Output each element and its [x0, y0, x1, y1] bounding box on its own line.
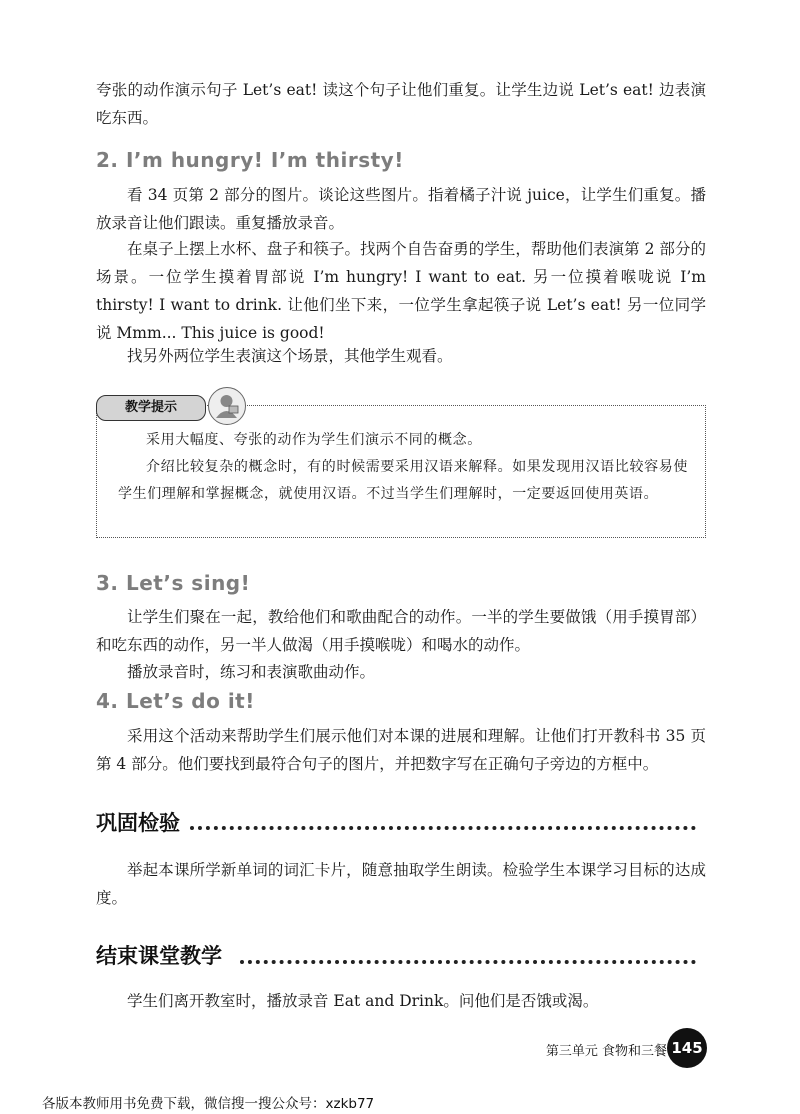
unit-label: 第三单元 食物和三餐 — [545, 1044, 667, 1059]
page-number: 145 — [667, 1028, 707, 1068]
section-4-paragraph: 采用这个活动来帮助学生们展示他们对本课的进展和理解。让他们打开教科书 35 页第 4 部分。他们要找到最符合句子的图片，并把数字写在正确句子旁边的方框中。 — [96, 727, 706, 773]
consolidate-paragraph: 举起本课所学新单词的词汇卡片，随意抽取学生朗读。检验学生本课学习目标的达成度。 — [96, 861, 706, 907]
section-2-paragraph-3: 找另外两位学生表演这个场景，其他学生观看。 — [127, 347, 453, 365]
teaching-tip-tab: 教学提示 — [96, 395, 206, 421]
closing-dotted-rule — [240, 960, 696, 964]
consolidate-heading: 巩固检验 — [96, 811, 180, 835]
section-3-paragraph-1: 让学生们聚在一起，教给他们和歌曲配合的动作。一半的学生要做饿（用手摸胃部）和吃东西的动作，另一半人做渴（用手摸喉咙）和喝水的动作。 — [96, 608, 706, 654]
closing-paragraph: 学生们离开教室时，播放录音 Eat and Drink。问他们是否饿或渴。 — [127, 992, 599, 1010]
consolidate-dotted-rule — [190, 826, 696, 830]
download-note: 各版本教师用书免费下载，微信搜一搜公众号：xzkb77 — [42, 1096, 375, 1112]
intro-paragraph: 夸张的动作演示句子 Let’s eat! 读这个句子让他们重复。让学生边说 Let’s eat! 边表演吃东西。 — [96, 81, 706, 127]
teacher-avatar-icon — [208, 387, 246, 425]
teaching-tip-paragraph-2: 介绍比较复杂的概念时，有的时候需要采用汉语来解释。如果发现用汉语比较容易使学生们理解和掌握概念，就使用汉语。不过当学生们理解时，一定要返回使用英语。 — [118, 459, 688, 502]
section-2-paragraph-1: 看 34 页第 2 部分的图片。谈论这些图片。指着橘子汁说 juice，让学生们重复。播放录音让他们跟读。重复播放录音。 — [96, 186, 706, 232]
teaching-tip-paragraph-1: 采用大幅度、夸张的动作为学生们演示不同的概念。 — [146, 432, 482, 448]
closing-heading: 结束课堂教学 — [96, 944, 222, 968]
section-4-heading: 4. Let’s do it! — [96, 689, 255, 713]
section-3-heading: 3. Let’s sing! — [96, 571, 251, 595]
section-3-paragraph-2: 播放录音时，练习和表演歌曲动作。 — [127, 663, 376, 681]
section-2-heading: 2. I’m hungry! I’m thirsty! — [96, 148, 404, 172]
section-2-paragraph-2: 在桌子上摆上水杯、盘子和筷子。找两个自告奋勇的学生，帮助他们表演第 2 部分的场景。一位学生摸着胃部说 I’m hungry! I want to eat. 另一位摸着喉咙说 I’m thirsty! I want to drink. 让他们坐下来，一位学生拿起筷子说 Let’s eat! 另一位同学说 Mmm... This juice is good! — [96, 240, 706, 342]
